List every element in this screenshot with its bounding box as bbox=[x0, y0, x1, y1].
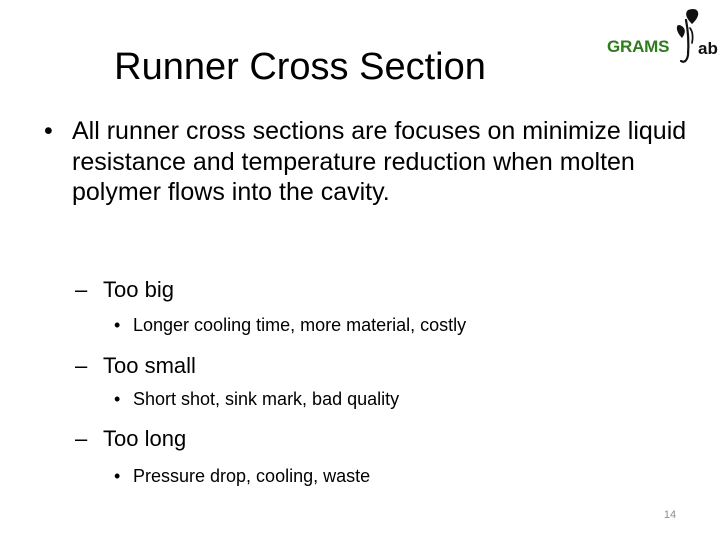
bullet-marker: • bbox=[114, 389, 121, 409]
logo-suffix: ab bbox=[698, 39, 718, 58]
slide-page-number: 14 bbox=[663, 509, 677, 521]
bullet-text: Pressure drop, cooling, waste bbox=[133, 466, 371, 486]
bullet-text: All runner cross sections are focuses on minimize liquid resistance and temperature reduction when molten polymer flows into the cavity. bbox=[72, 117, 687, 206]
bullet-marker: • bbox=[114, 315, 121, 335]
slide-title: Runner Cross Section bbox=[114, 46, 486, 88]
bullet-marker: • bbox=[44, 117, 53, 145]
bullet-text: Longer cooling time, more material, costly bbox=[133, 315, 467, 335]
bullet-marker: – bbox=[75, 426, 88, 451]
subbullet-level-3 bbox=[30, 313, 466, 337]
bullet-marker: – bbox=[75, 353, 88, 378]
bullet-marker: • bbox=[114, 466, 121, 486]
subbullet-level-2 bbox=[30, 425, 186, 453]
bullet-marker: – bbox=[75, 277, 88, 302]
bullet-text: Too long bbox=[103, 426, 187, 451]
subbullet-level-3 bbox=[30, 464, 370, 488]
grams-lab-logo bbox=[604, 2, 718, 74]
subbullet-level-2 bbox=[30, 276, 174, 304]
subbullet-level-2 bbox=[30, 352, 196, 380]
bullet-level-1 bbox=[30, 116, 690, 208]
bullet-text: Short shot, sink mark, bad quality bbox=[133, 389, 400, 409]
bullet-text: Too small bbox=[103, 353, 196, 378]
logo-text: GRAMS bbox=[607, 37, 670, 56]
subbullet-level-3 bbox=[30, 387, 399, 411]
bullet-text: Too big bbox=[103, 277, 174, 302]
